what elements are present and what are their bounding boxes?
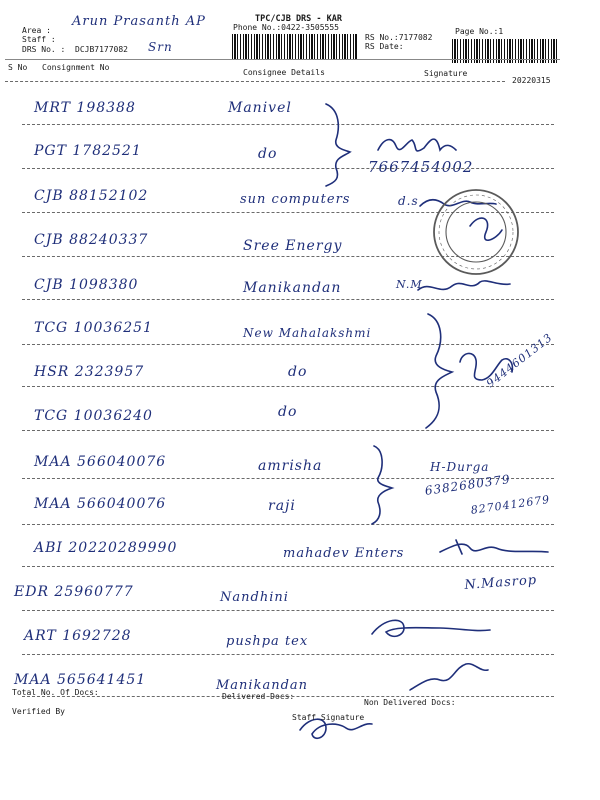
stamp-seal	[434, 190, 518, 274]
row-5-sign: N.M	[396, 278, 423, 291]
staff-signature	[300, 719, 372, 738]
phone-number: Phone No.:0422-3505555	[233, 23, 339, 32]
verified-by-label: Verified By	[12, 707, 65, 716]
row-1-rule	[22, 124, 554, 125]
row-1-consignment: MRT 198388	[34, 100, 136, 116]
column-consignee: Consignee Details	[243, 68, 325, 77]
row-3-rule	[22, 212, 554, 213]
column-signature: Signature	[424, 69, 468, 78]
brace-rows-9-10	[372, 446, 392, 524]
row-11-rule	[22, 566, 554, 567]
drs-no-value: DCJB7177082	[75, 45, 128, 54]
row-6-rule	[22, 344, 554, 345]
row-13-rule	[22, 654, 554, 655]
column-rule	[5, 81, 505, 82]
row-3-consignee: sun computers	[240, 192, 351, 207]
area-value: Arun Prasanth AP	[72, 14, 206, 29]
signature-rows-1-2	[378, 139, 456, 151]
signature-row-5	[418, 281, 510, 290]
signature-row-13	[372, 620, 490, 636]
signature-row-11	[440, 544, 548, 552]
row-13-consignment: ART 1692728	[24, 628, 132, 644]
brace-rows-6-8	[426, 314, 452, 428]
row-8-consignee: do	[278, 404, 298, 420]
signature-row-14	[410, 664, 488, 690]
column-consignment: Consignment No	[42, 63, 110, 72]
signature-row-4	[470, 218, 502, 240]
row-9-sign: H-Durga	[430, 460, 490, 474]
row-10-consignee: raji	[268, 498, 296, 514]
rs-date: RS Date:	[365, 42, 404, 51]
signature-row-3	[420, 200, 496, 206]
row-10-consignment: MAA 566040076	[34, 496, 167, 512]
row-3-consignment: CJB 88152102	[34, 188, 149, 204]
row-8-rule	[22, 430, 554, 431]
row-12-consignee: Nandhini	[220, 590, 289, 605]
row-12-rule	[22, 610, 554, 611]
row-9-consignee: amrisha	[258, 458, 323, 474]
row-10-phone: 6382680379	[424, 471, 512, 498]
row-2-phone: 7667454002	[368, 158, 474, 176]
row-6-consignee: New Mahalakshmi	[243, 326, 372, 340]
column-date: 20220315	[512, 76, 551, 85]
row-1-consignee: Manivel	[228, 100, 292, 116]
row-5-rule	[22, 299, 554, 300]
total-docs-label: Total No. Of Docs:	[12, 688, 99, 697]
row-7-consignment: HSR 2323957	[34, 364, 145, 380]
row-11-consignee: mahadev Enters	[283, 546, 405, 561]
row-10-phone-alt: 8270412679	[470, 492, 552, 517]
row-7-consignee: do	[288, 364, 308, 380]
row-7-phone: 9444601313	[484, 330, 556, 391]
row-13-consignee: pushpa tex	[226, 634, 309, 649]
row-4-consignee: Sree Energy	[243, 238, 343, 254]
row-4-rule	[22, 256, 554, 257]
row-10-rule	[22, 524, 554, 525]
row-4-consignment: CJB 88240337	[34, 232, 149, 248]
delivered-docs-label: Delivered Docs:	[222, 692, 295, 701]
row-5-consignee: Manikandan	[243, 280, 342, 296]
drs-sign: Srn	[148, 40, 173, 54]
row-8-consignment: TCG 10036240	[34, 408, 153, 424]
row-11-consignment: ABI 20220289990	[34, 540, 178, 556]
row-6-consignment: TCG 10036251	[34, 320, 153, 336]
drs-no-label: DRS No. :	[22, 45, 66, 54]
area-label: Area :	[22, 26, 51, 35]
row-7-rule	[22, 386, 554, 387]
barcode-main	[232, 34, 358, 60]
staff-label: Staff :	[22, 35, 56, 44]
column-sno: S No	[8, 63, 28, 72]
non-delivered-docs-label: Non Delivered Docs:	[364, 698, 456, 707]
row-14-consignee: Manikandan	[216, 678, 309, 693]
rs-number: RS No.:7177082	[365, 33, 433, 42]
row-3-sign: d.s	[398, 194, 419, 208]
brace-rows-1-2	[326, 104, 350, 186]
row-12-consignment: EDR 25960777	[14, 584, 134, 600]
row-2-consignee: do	[258, 146, 278, 162]
row-2-consignment: PGT 1782521	[34, 143, 142, 159]
row-14-consignment: MAA 565641451	[14, 672, 147, 688]
page-number: Page No.:1	[455, 27, 504, 36]
row-12-sign: N.Masrop	[464, 572, 538, 593]
row-2-rule	[22, 168, 554, 169]
staff-signature-label: Staff Signature	[292, 713, 365, 722]
row-9-consignment: MAA 566040076	[34, 454, 167, 470]
document-title: TPC/CJB DRS - KAR	[255, 14, 342, 24]
header-rule	[5, 59, 560, 60]
row-5-consignment: CJB 1098380	[34, 277, 139, 293]
